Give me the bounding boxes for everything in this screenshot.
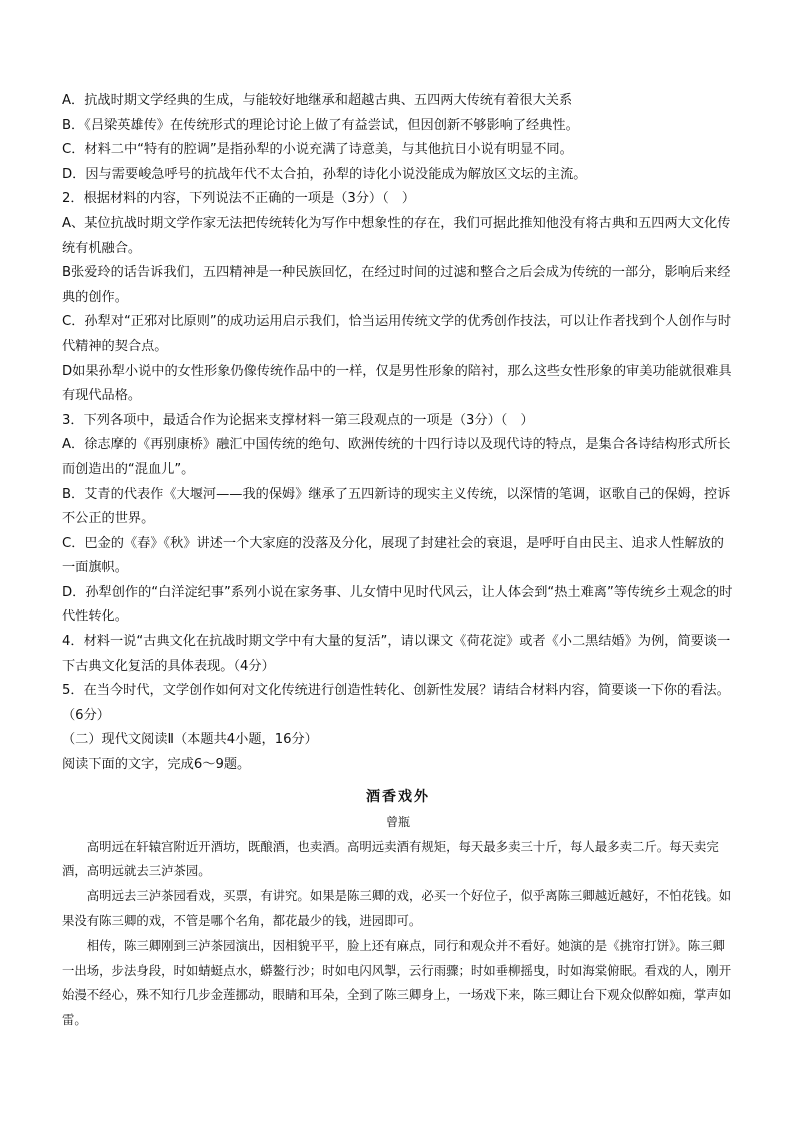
q2-option-b: B张爱玲的话告诉我们，五四精神是一种民族回忆，在经过时间的过滤和整合之后会成为传统的一部分，影响后来经典的创作。 <box>62 265 731 305</box>
q2-option-d: D如果孙犁小说中的女性形象仍像传统作品中的一样，仅是男性形象的陪衬，那么这些女性形象的审美功能就很难具有现代品格。 <box>62 363 732 404</box>
q1-option-d: D．因与需要峻急呼号的抗战年代不太合拍，孙犁的诗化小说没能成为解放区文坛的主流。 <box>62 166 587 182</box>
q2-option-a: A、某位抗战时期文学作家无法把传统转化为写作中想象性的存在，我们可据此推知他没有将古典和五四两大文化传统有机融合。 <box>62 215 731 256</box>
questions-block <box>62 89 734 778</box>
story-paragraph: 高明远去三泸茶园看戏，买票，有讲究。如果是陈三卿的戏，必买一个好位子，似乎离陈三卿越近越好，不怕花钱。如果没有陈三卿的戏，不管是哪个名角，都花最少的钱，进园即可。 <box>62 888 732 928</box>
q5: 5．在当今时代，文学创作如何对文化传统进行创造性转化、创新性发展？请结合材料内容，简要谈一下你的看法。（6分） <box>62 683 730 723</box>
q2-option-c: C．孙犁对“正邪对比原则”的成功运用启示我们，恰当运用传统文学的优秀创作技法，可以让作者找到个人创作与时代精神的契合点。 <box>62 314 732 354</box>
q3-option-c: C．巴金的《春》《秋》讲述一个大家庭的没落及分化，展现了封建社会的衰退，是呼吁自由民主、追求人性解放的一面旗帜。 <box>62 535 724 576</box>
story-paragraph: 相传，陈三卿刚到三泸茶园演出，因相貌平平，脸上还有麻点，同行和观众并不看好。她演的是《挑帘打饼》。陈三卿一出场，步法身段，时如蜻蜓点水，蟒鳌行沙；时如电闪风掣，云行雨骤；时如垂柳摇曳，时如海棠俯眠。看戏的人，刚开始漫不经心，殊不知行几步金莲挪动，眼睛和耳朵，全到了陈三卿身上，一场戏下来，陈三卿让台下观众似醉如痴，掌声如雷。 <box>62 937 732 1028</box>
section2-instruction: 阅读下面的文字，完成6～9题。 <box>62 757 251 773</box>
q1-option-a: A．抗战时期文学经典的生成，与能较好地继承和超越古典、五四两大传统有着很大关系 <box>62 93 573 108</box>
story-paragraph: 高明远在轩辕宫附近开酒坊，既酿酒，也卖酒。高明远卖酒有规矩，每天最多卖三十斤，每人最多卖二斤。每天卖完酒，高明远就去三泸茶园。 <box>62 838 719 879</box>
q3-stem: 3．下列各项中，最适合作为论据来支撑材料一第三段观点的一项是（3分）（ ） <box>62 412 534 428</box>
q3-option-b: B．艾青的代表作《大堰河——我的保姆》继承了五四新诗的现实主义传统，以深情的笔调，讴歌自己的保姆，控诉不公正的世界。 <box>62 486 731 527</box>
q1-option-c: C．材料二中“特有的腔调”是指孙犁的小说充满了诗意美，与其他抗日小说有明显不同。 <box>62 142 573 158</box>
q2-stem: 2．根据材料的内容，下列说法不正确的一项是（3分）（ ） <box>62 191 416 207</box>
q3-option-a: A．徐志摩的《再别康桥》融汇中国传统的绝句、欧洲传统的十四行诗以及现代诗的特点，是集合各诗结构形式所长而创造出的“混血儿”。 <box>62 437 731 477</box>
q3-option-d: D．孙犁创作的“白洋淀纪事”系列小说在家务事、儿女情中见时代风云，让人体会到“热土难离”等传统乡土观念的时代性转化。 <box>62 584 733 625</box>
story-author: 曾瓶 <box>385 814 410 829</box>
q1-option-b: B．《吕梁英雄传》在传统形式的理论讨论上做了有益尝试，但因创新不够影响了经典性。 <box>62 117 579 133</box>
story-block <box>62 785 734 1033</box>
story-title: 酒香戏外 <box>366 789 430 805</box>
q4: 4．材料一说“古典文化在抗战时期文学中有大量的复活”，请以课文《荷花淀》或者《小二黑结婚》为例，简要谈一下古典文化复活的具体表现。（4分） <box>62 634 731 674</box>
section2-header: （二）现代文阅读Ⅱ（本题共4小题，16分） <box>62 732 318 748</box>
